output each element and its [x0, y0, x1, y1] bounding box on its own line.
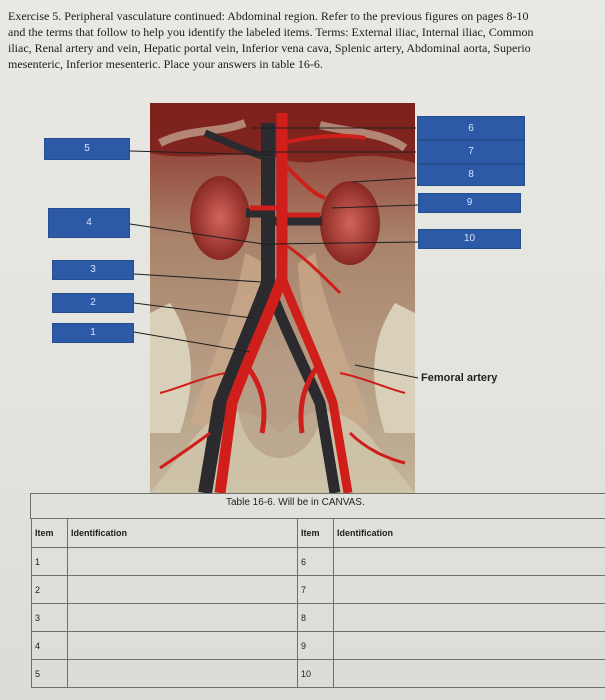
table-row [32, 632, 605, 660]
table-row [32, 660, 605, 688]
table-row [32, 548, 605, 576]
identification-cell[interactable] [68, 604, 298, 632]
identification-cell[interactable] [334, 604, 605, 632]
identification-cell[interactable] [334, 548, 605, 576]
label-box-3: 3 [52, 260, 134, 280]
label-box-4: 4 [48, 208, 130, 238]
label-box-5: 5 [44, 138, 130, 160]
item-number: 6 [298, 548, 334, 576]
item-number: 9 [298, 632, 334, 660]
instructions-line-4: mesenteric, Inferior mesenteric. Place your answers in table 16-6. [8, 57, 323, 71]
label-box-2: 2 [52, 293, 134, 313]
item-number: 3 [32, 604, 68, 632]
header-identification: Identification [334, 519, 605, 548]
table-header-row [32, 519, 605, 548]
identification-cell[interactable] [68, 548, 298, 576]
item-number: 2 [32, 576, 68, 604]
table-row [32, 576, 605, 604]
identification-cell[interactable] [68, 576, 298, 604]
label-box-1: 1 [52, 323, 134, 343]
header-item: Item [298, 519, 334, 548]
item-number: 5 [32, 660, 68, 688]
table-caption: Table 16-6. Will be in CANVAS. [226, 497, 365, 508]
item-number: 8 [298, 604, 334, 632]
identification-cell[interactable] [68, 632, 298, 660]
item-number: 10 [298, 660, 334, 688]
instructions [8, 8, 605, 72]
header-identification: Identification [68, 519, 298, 548]
label-box-6: 6 [417, 116, 525, 140]
table-row [32, 604, 605, 632]
femoral-artery-label: Femoral artery [421, 372, 498, 384]
instructions-line-1: Exercise 5. Peripheral vasculature continued: Abdominal region. Refer to the previous figures on pages 8-10 [8, 9, 529, 23]
identification-cell[interactable] [334, 576, 605, 604]
identification-cell[interactable] [334, 660, 605, 688]
label-box-10: 10 [418, 229, 521, 249]
instructions-line-2: and the terms that follow to help you identify the labeled items. Terms: External iliac, Internal iliac, Common [8, 25, 534, 39]
item-number: 1 [32, 548, 68, 576]
label-box-8: 8 [417, 164, 525, 186]
abdominal-vasculature-figure [150, 103, 415, 493]
item-number: 7 [298, 576, 334, 604]
label-box-9: 9 [418, 193, 521, 213]
identification-cell[interactable] [334, 632, 605, 660]
instructions-line-3: iliac, Renal artery and vein, Hepatic portal vein, Inferior vena cava, Splenic artery, Abdominal aorta, Superio [8, 41, 531, 55]
label-box-7: 7 [417, 140, 525, 164]
header-item: Item [32, 519, 68, 548]
answer-table [31, 518, 605, 688]
item-number: 4 [32, 632, 68, 660]
identification-cell[interactable] [68, 660, 298, 688]
